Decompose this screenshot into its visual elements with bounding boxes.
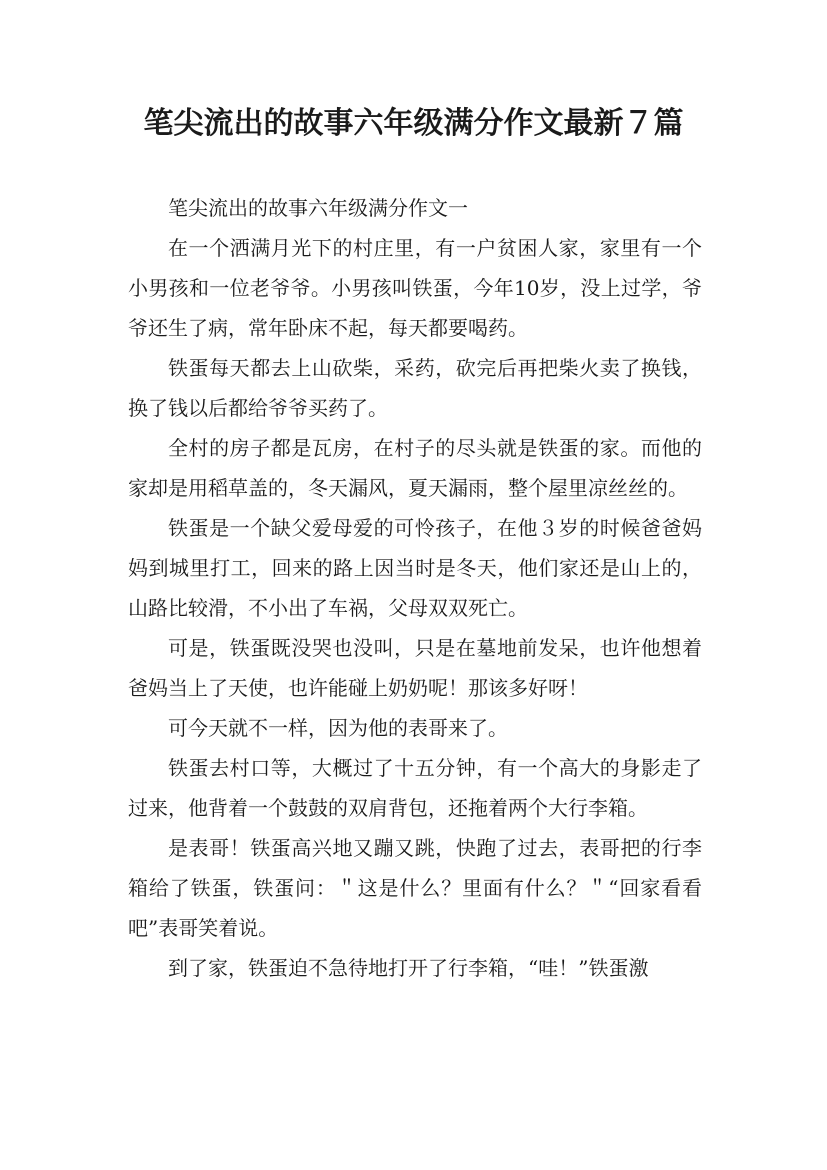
paragraph: 可是，铁蛋既没哭也没叫，只是在墓地前发呆，也许他想着爸妈当上了天使，也许能碰上奶奶呢！那该多好呀！ [128,636,702,700]
document-title: 笔尖流出的故事六年级满分作文最新７篇 [143,106,684,141]
document-body [128,188,702,988]
paragraph: 到了家，铁蛋迫不急待地打开了行李箱，“哇！”铁蛋激 [168,956,649,980]
paragraph: 铁蛋每天都去上山砍柴，采药，砍完后再把柴火卖了换钱，换了钱以后都给爷爷买药了。 [128,356,702,420]
paragraph-subtitle: 笔尖流出的故事六年级满分作文一 [168,196,468,220]
paragraph: 是表哥！铁蛋高兴地又蹦又跳，快跑了过去，表哥把的行李箱给了铁蛋，铁蛋问：＂这是什么？里面有什么？＂“回家看看吧”表哥笑着说。 [128,836,702,940]
paragraph: 铁蛋是一个缺父爱母爱的可怜孩子，在他３岁的时候爸爸妈妈到城里打工，回来的路上因当时是冬天，他们家还是山上的，山路比较滑，不小出了车祸，父母双双死亡。 [128,516,702,620]
paragraph: 全村的房子都是瓦房，在村子的尽头就是铁蛋的家。而他的家却是用稻草盖的，冬天漏风，夏天漏雨，整个屋里凉丝丝的。 [128,436,702,500]
paragraph: 在一个洒满月光下的村庄里，有一户贫困人家，家里有一个小男孩和一位老爷爷。小男孩叫铁蛋，今年10岁，没上过学，爷爷还生了病，常年卧床不起，每天都要喝药。 [128,236,702,340]
paragraph: 可今天就不一样，因为他的表哥来了。 [168,716,508,740]
paragraph: 铁蛋去村口等，大概过了十五分钟，有一个高大的身影走了过来，他背着一个鼓鼓的双肩背包，还拖着两个大行李箱。 [128,756,702,820]
